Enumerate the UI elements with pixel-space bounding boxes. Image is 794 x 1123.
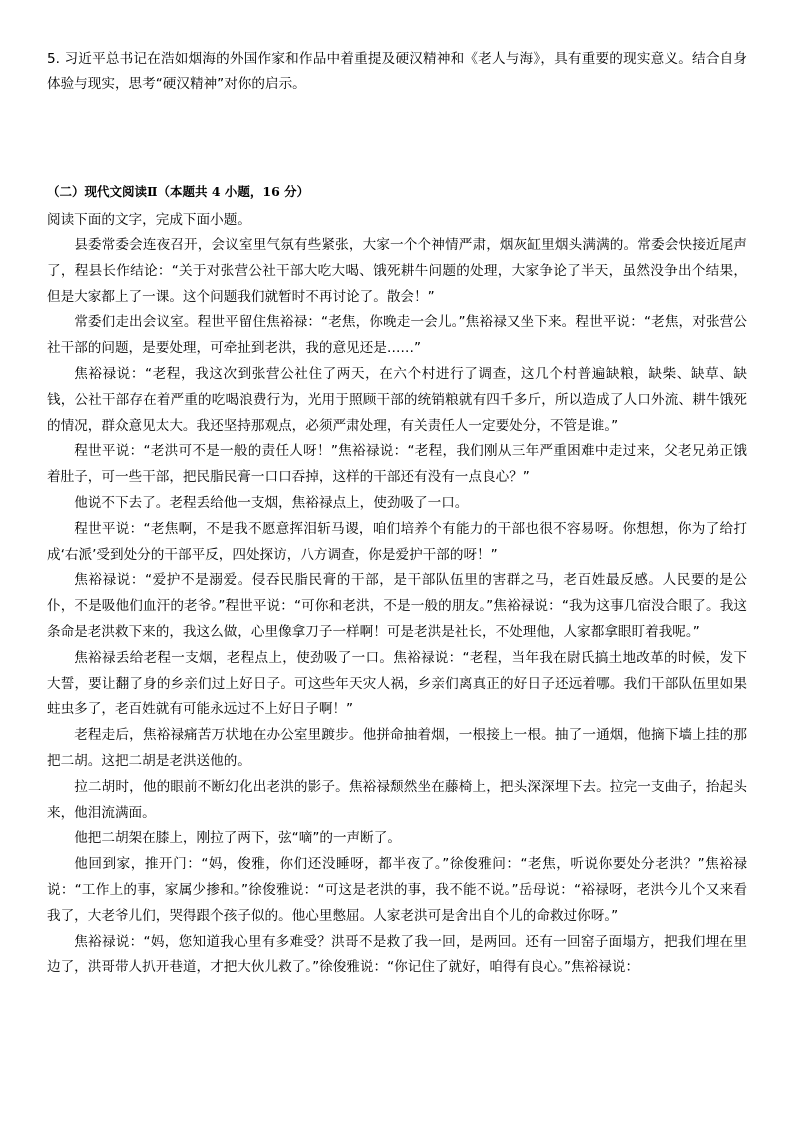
- passage-paragraph-6: 程世平说：“老焦啊，不是我不愿意挥泪斩马谡，咱们培养个有能力的干部也很不容易呀。你想想，你为了给打成‘右派’受到处分的干部平反，四处探访，八方调查，你是爱护干部的呀！”: [47, 520, 747, 563]
- passage-paragraph-7: 焦裕禄说：“爱护不是溺爱。侵吞民脂民膏的干部，是干部队伍里的害群之马，老百姓最反感。人民要的是公仆，不是吸他们血汗的老爷。”程世平说：“可你和老洪，不是一般的朋友。”焦裕禄说：“我为这事几宿没合眼了。我这条命是老洪救下来的，我这么做，心里像拿刀子一样啊！可是老洪是社长，不处理他，人家都拿眼盯着我呢。”: [47, 572, 747, 640]
- passage-paragraph-10: 拉二胡时，他的眼前不断幻化出老洪的影子。焦裕禄颓然坐在藤椅上，把头深深埋下去。拉完一支曲子，抬起头来，他泪流满面。: [47, 778, 747, 821]
- reading-instruction: 阅读下面的文字，完成下面小题。: [47, 212, 251, 228]
- passage-paragraph-9: 老程走后，焦裕禄痛苦万状地在办公室里踱步。他拼命抽着烟，一根接上一根。抽了一通烟，他摘下墙上挂的那把二胡。这把二胡是老洪送他的。: [47, 727, 747, 769]
- passage-paragraph-8: 焦裕禄丢给老程一支烟，老程点上，使劲吸了一口。焦裕禄说：“老程，当年我在尉氏搞土地改革的时候，发下大誓，要让翻了身的乡亲们过上好日子。可这些年天灾人祸，乡亲们离真正的好日子还远着哪。我们干部队伍里如果蛀虫多了，老百姓就有可能永远过不上好日子啊！”: [47, 649, 747, 718]
- passage-paragraph-13: 焦裕禄说：“妈，您知道我心里有多难受？洪哥不是救了我一回，是两回。还有一回窑子面塌方，把我们埋在里边了，洪哥带人扒开巷道，才把大伙儿救了。”徐俊雅说：“你记住了就好，咱得有良心。”焦裕禄说：: [47, 933, 747, 976]
- section-heading: （二）现代文阅读Ⅱ（本题共 4 小题，16 分）: [47, 184, 310, 199]
- passage-paragraph-11: 他把二胡架在膝上，刚拉了两下，弦“嘀”的一声断了。: [74, 830, 401, 847]
- passage-paragraph-4: 程世平说：“老洪可不是一般的责任人呀！”焦裕禄说：“老程，我们刚从三年严重困难中走过来，父老兄弟正饿着肚子，可一些干部，把民脂民膏一口口吞掉，这样的干部还有没有一点良心？”: [47, 443, 747, 486]
- passage-paragraph-1: 县委常委会连夜召开，会议室里气氛有些紧张，大家一个个神情严肃，烟灰缸里烟头满满的。常委会快接近尾声了，程县长作结论：“关于对张营公社干部大吃大喝、饿死耕牛问题的处理，大家争论了半天，虽然没争出个结果，但是大家都上了一课。这个问题我们就暂时不再讨论了。散会！”: [47, 237, 747, 305]
- question-5: 5. 习近平总书记在浩如烟海的外国作家和作品中着重提及硬汉精神和《老人与海》，具有重要的现实意义。结合自身体验与现实，思考“硬汉精神”对你的启示。: [47, 51, 747, 92]
- passage-paragraph-5: 他说不下去了。老程丢给他一支烟，焦裕禄点上，使劲吸了一口。: [74, 494, 469, 511]
- reading-passage: [47, 233, 747, 981]
- passage-paragraph-2: 常委们走出会议室。程世平留住焦裕禄：“老焦，你晚走一会儿。”焦裕禄又坐下来。程世平说：“老焦，对张营公社干部的问题，是要处理，可牵扯到老洪，我的意见还是……”: [47, 314, 747, 357]
- passage-paragraph-3: 焦裕禄说：“老程，我这次到张营公社住了两天，在六个村进行了调查，这几个村普遍缺粮，缺柴、缺草、缺钱，公社干部存在着严重的吃喝浪费行为，光用于照顾干部的统销粮就有四千多斤，所以造成了人口外流、耕牛饿死的情况，群众意见太大。我还坚持那观点，必须严肃处理，有关责任人一定要处分，不管是谁。”: [47, 365, 747, 434]
- passage-paragraph-12: 他回到家，推开门：“妈，俊雅，你们还没睡呀，都半夜了。”徐俊雅问：“老焦，听说你要处分老洪？”焦裕禄说：“工作上的事，家属少掺和。”徐俊雅说：“可这是老洪的事，我不能不说。”岳母说：“裕禄呀，老洪今儿个又来看我了，大老爷儿们，哭得跟个孩子似的。他心里憋屈。人家老洪可是舍出自个儿的命救过你呀。”: [47, 856, 747, 924]
